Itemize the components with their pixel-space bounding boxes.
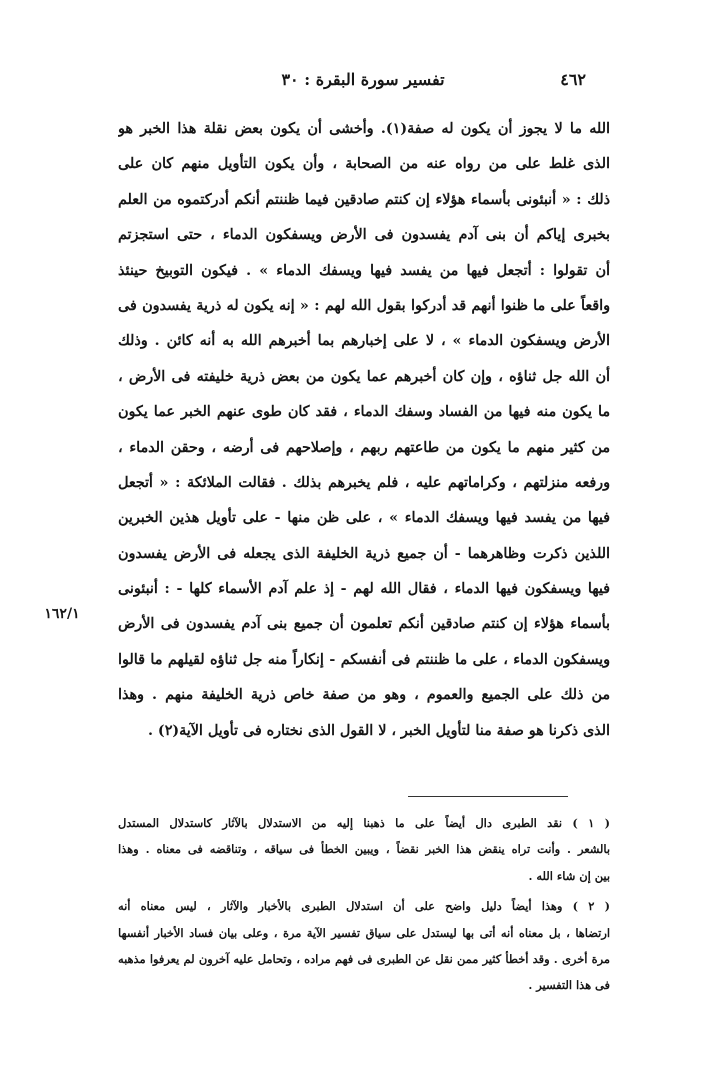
text-line: الله ما لا يجوز أن يكون له صفة(١). وأخشى أن يكون بعض نقلة هذا الخبر هو (118, 121, 610, 137)
footnote-divider (408, 796, 568, 797)
text-line: الذى ذكرنا هو صفة منا لتأويل الخبر ، لا القول الذى نختاره فى تأويل الآية(٢) . (147, 722, 610, 739)
text-line: ما يكون منه فيها من الفساد وسفك الدماء ، فقد كان طوى عنهم الخبر عما يكون (118, 404, 610, 421)
text-line: فيها من يفسد فيها ويسفك الدماء » ، على ظن منها - على تأويل هذين الخبرين (118, 510, 610, 527)
text-line: أن الله جل ثناؤه ، وإن كان أخبرهم عما يكون من بعض ذرية خليفته فى الأرض ، (118, 368, 610, 385)
text-line: أن تقولوا : أتجعل فيها من يفسد فيها ويسفك الدماء » . فيكون التوبيخ حينئذ (118, 262, 610, 279)
text-line: الذى غلط على من رواه عنه من الصحابة ، وأن يكون التأويل منهم كان على (118, 156, 610, 173)
footnote-line: مرة أخرى . وقد أخطأ كثير ممن نقل عن الطبرى فى فهم مراده ، وتحامل عليه آخرون لم يعرفوا مذهبه (118, 951, 610, 966)
footnote-line: ( ٢ ) وهذا أيضاً دليل واضح على أن استدلال الطبرى بالأخبار والآثار ، ليس معناه أنه (118, 899, 610, 914)
footnote-line: بين إن شاء الله . (528, 868, 610, 883)
text-line: من كثير منهم ما يكون من طاعتهم ربهم ، وإصلاحهم فى أرضه ، وحقن الدماء ، (118, 439, 610, 456)
margin-reference: ١٦٢/١ (44, 606, 80, 622)
running-title: تفسير سورة البقرة : ٣٠ (281, 70, 445, 89)
text-line: اللذين ذكرت وظاهرهما - أن جميع ذرية الخليفة الذى يجعله فى الأرض يفسدون (118, 545, 610, 562)
footnote-line: فى هذا التفسير . (528, 978, 610, 993)
text-line: ورفعه منزلتهم ، وكراماتهم عليه ، فلم يخبرهم بذلك . فقالت الملائكة : « أتجعل (118, 474, 610, 491)
text-line: بخبرى إياكم أن بنى آدم يفسدون فى الأرض ويسفكون الدماء ، حتى استجزتم (118, 227, 610, 244)
text-line: ذلك : « أنبئونى بأسماء هؤلاء إن كنتم صادقين فيما ظننتم أنكم أدركتموه من العلم (118, 191, 610, 208)
footnote-line: بالشعر . وأنت تراه ينقض هذا الخبر نقضاً ، ويبين الخطأ فى سياقه ، وتناقضه فى معناه . وهذا (118, 842, 610, 857)
text-line: فيها ويسفكون فيها الدماء ، فقال الله لهم - إذ علم آدم الأسماء كلها - : أنبئونى (118, 581, 610, 598)
text-line: الأرض ويسفكون الدماء » ، لا على إخبارهم بما أخبرهم الله به أنه كائن . وذلك (118, 333, 610, 350)
text-line: بأسماء هؤلاء إن كنتم صادقين أنكم تعلمون أن جميع بنى آدم يفسدون فى الأرض (118, 616, 610, 633)
footnote-line: ارتضاها ، بل معناه أنه أتى بها ليستدل على سياق تفسير الآية مرة ، وعلى بيان فساد الأخبار أنفسها (118, 925, 610, 940)
running-header (140, 70, 586, 96)
text-line: واقعاً على ما ظنوا أنهم قد أدركوا بقول الله لهم : « إنه يكون له ذرية يفسدون فى (118, 297, 610, 314)
page-number: ٤٦٢ (560, 70, 586, 89)
footnotes (118, 810, 610, 999)
text-line: من ذلك على الجميع والعموم ، وهو من صفة خاص ذرية الخليفة منهم . وهذا (118, 687, 610, 704)
footnote-line: ( ١ ) نقد الطبرى دال أيضاً على ما ذهبنا إليه من الاستدلال بالآثار كاستدلال المستدل (118, 816, 610, 830)
main-text (118, 112, 610, 749)
text-line: ويسفكون الدماء ، على ما ظننتم فى أنفسكم - إنكاراً منه جل ثناؤه لقيلهم ما قالوا (118, 651, 610, 668)
